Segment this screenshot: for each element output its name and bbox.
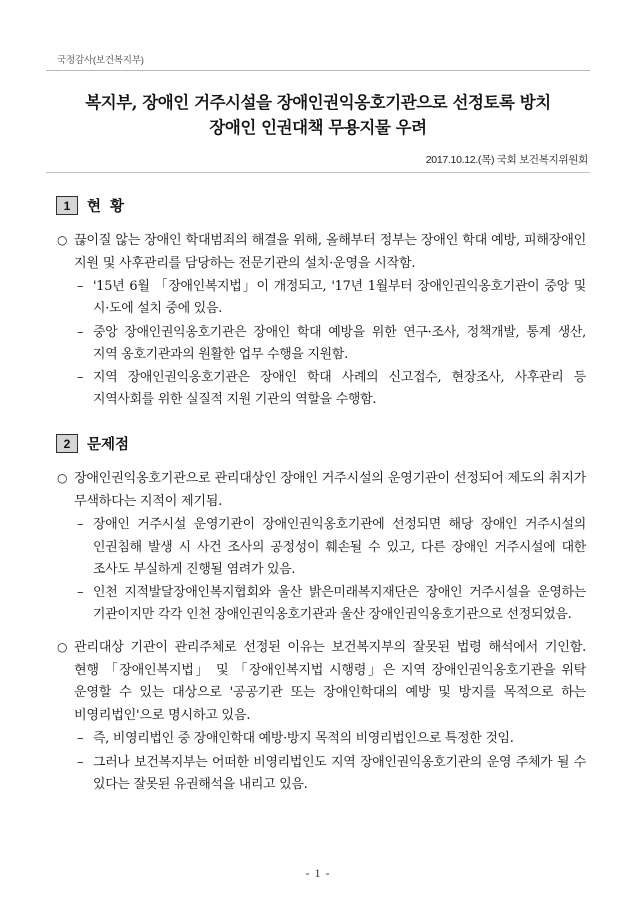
paragraph (46, 637, 590, 727)
paragraph (46, 514, 590, 581)
paragraph (46, 582, 590, 626)
bullet-circle-icon: ○ (57, 233, 68, 248)
paragraph-text: 즉, 비영리법인 중 장애인학대 예방·방지 목적의 비영리법인으로 특정한 것임. (93, 731, 514, 747)
date-divider (46, 172, 590, 173)
paragraph-text: 인천 지적발달장애인복지협회와 울산 밝은미래복지재단은 장애인 거주시설을 운영하는 기관이지만 각각 인천 장애인권익옹호기관과 울산 장애인권익옹호기관으로 선정되었음. (93, 584, 586, 623)
paragraph (46, 468, 590, 513)
section-number-badge-2: 2 (56, 434, 78, 453)
paragraph-text: 끊이질 않는 장애인 학대범죄의 해결을 위해, 올해부터 정부는 장애인 학대 예방, 피해장애인 지원 및 사후관리를 담당하는 전문기관의 설치·운영을 시작함. (74, 233, 586, 271)
paragraph-text: 중앙 장애인권익옹호기관은 장애인 학대 예방을 위한 연구·조사, 정책개발, 통계 생산, 지역 옹호기관과의 원활한 업무 수행을 지원함. (93, 324, 586, 362)
paragraph-text: '15년 6월 「장애인복지법」이 개정되고, '17년 1월부터 장애인권익옹호기관이 중앙 및 시·도에 설치 중에 있음. (93, 279, 586, 317)
section-heading-1 (46, 195, 590, 216)
bullet-dash-icon: – (77, 584, 84, 600)
bullet-dash-icon: – (77, 754, 84, 770)
paragraph (46, 322, 590, 366)
paragraph (46, 276, 590, 320)
paragraph (46, 752, 590, 796)
paragraph (46, 230, 590, 275)
title-line-1: 복지부, 장애인 거주시설을 장애인권익옹호기관으로 선정토록 방치 (85, 93, 551, 112)
section-title-2: 문제점 (87, 437, 130, 454)
header-divider (46, 70, 590, 71)
document-title (46, 90, 590, 140)
bullet-circle-icon: ○ (57, 640, 68, 655)
section-number-badge-1: 1 (56, 196, 78, 215)
paragraph (46, 728, 590, 750)
section-title-1: 현 황 (87, 199, 127, 216)
paragraph (46, 367, 590, 411)
document-header-label: 국정감사(보건복지부) (57, 55, 144, 66)
bullet-dash-icon: – (77, 369, 84, 385)
page-number-footer: - 1 - (305, 866, 331, 880)
paragraph-text: 장애인권익옹호기관으로 관리대상인 장애인 거주시설의 운영기관이 선정되어 제도의 취지가 무색하다는 지적이 제기됨. (74, 471, 586, 509)
bullet-dash-icon: – (77, 279, 84, 295)
section-heading-2 (46, 433, 590, 454)
paragraph-text: 관리대상 기관이 관리주체로 선정된 이유는 보건복지부의 잘못된 법령 해석에서 기인함. 현행 「장애인복지법」 및 「장애인복지법 시행령」은 지역 장애인권익옹호기관을 위탁 운영할 수 있는 대상으로 '공공기관 또는 장애인학대의 예방 및 방지를 목적으로 하는 비영리법인'으로 명시하고 있음. (74, 640, 586, 723)
bullet-dash-icon: – (77, 517, 84, 533)
title-line-2: 장애인 인권대책 무용지물 우려 (209, 118, 427, 138)
bullet-dash-icon: – (77, 324, 84, 340)
paragraph-text: 그러나 보건복지부는 어떠한 비영리법인도 지역 장애인권익옹호기관의 운영 주체가 될 수 있다는 잘못된 유권해석을 내리고 있음. (93, 754, 586, 792)
date-committee-line: 2017.10.12.(목) 국회 보건복지위원회 (425, 154, 588, 167)
bullet-dash-icon: – (77, 731, 84, 747)
paragraph-text: 장애인 거주시설 운영기관이 장애인권익옹호기관에 선정되면 해당 장애인 거주시설의 인권침해 발생 시 사건 조사의 공정성이 훼손될 수 있고, 다른 장애인 거주시설에 대한 조사도 부실하게 진행될 염려가 있음. (93, 517, 586, 577)
bullet-circle-icon: ○ (57, 471, 68, 486)
paragraph-text: 지역 장애인권익옹호기관은 장애인 학대 사례의 신고접수, 현장조사, 사후관리 등 지역사회를 위한 실질적 지원 기관의 역할을 수행함. (93, 369, 586, 408)
